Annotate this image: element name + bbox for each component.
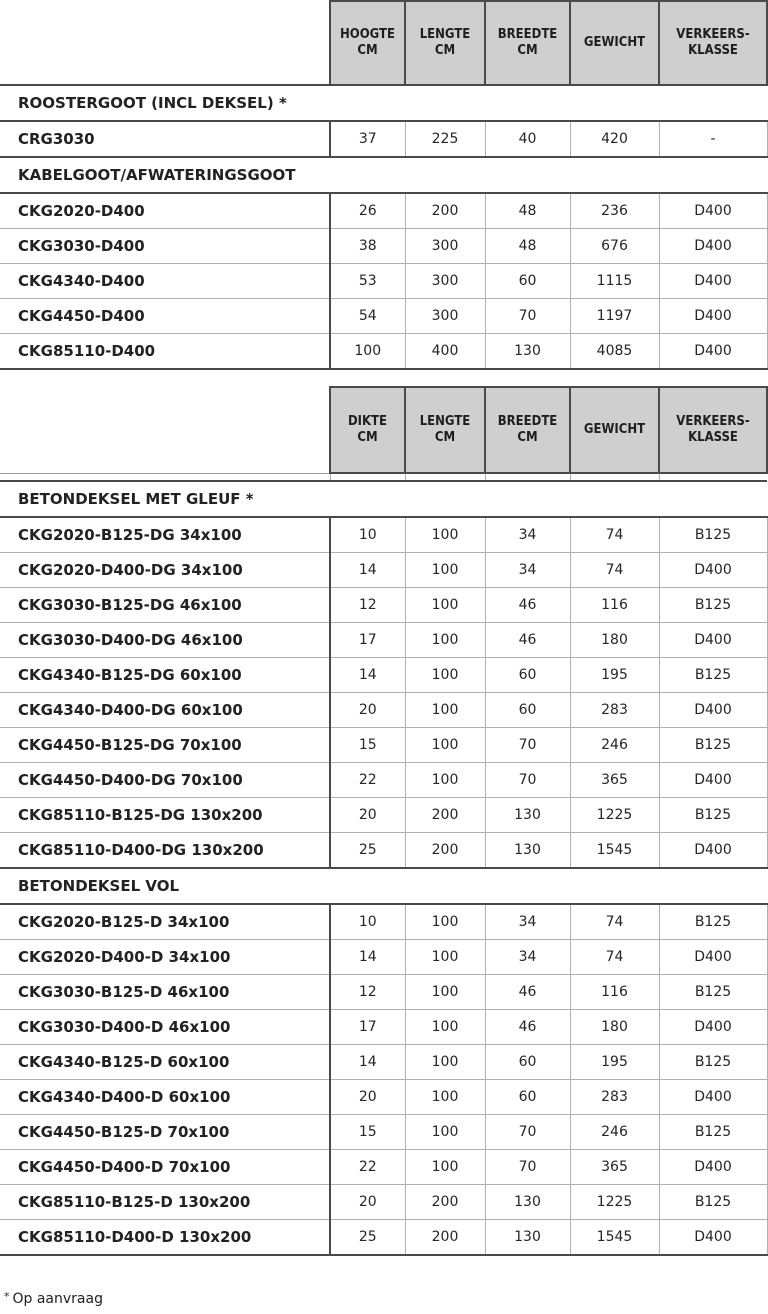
value-cell: 100 — [405, 904, 485, 940]
value-cell: 60 — [485, 1045, 570, 1080]
value-cell: 420 — [570, 121, 659, 157]
column-header-line: GEWICHT — [583, 422, 646, 437]
value-cell: 22 — [330, 763, 405, 798]
value-cell: B125 — [659, 1185, 767, 1220]
value-cell: 130 — [485, 833, 570, 869]
value-cell: 116 — [570, 975, 659, 1010]
table-row — [0, 229, 767, 264]
column-header-line: CM — [357, 43, 378, 58]
table-row — [0, 1185, 767, 1220]
column-header-gewicht — [570, 387, 659, 473]
value-cell: 100 — [405, 588, 485, 623]
value-cell: 70 — [485, 728, 570, 763]
column-header-gewicht — [570, 1, 659, 85]
column-header-breedte — [485, 1, 570, 85]
value-cell: D400 — [659, 833, 767, 869]
header-spacer-row — [0, 473, 767, 481]
value-cell: 12 — [330, 975, 405, 1010]
value-cell: 100 — [405, 1045, 485, 1080]
table-row — [0, 693, 767, 728]
value-cell: D400 — [659, 264, 767, 299]
product-code-cell: CKG2020-B125-D 34x100 — [0, 904, 330, 940]
value-cell: 676 — [570, 229, 659, 264]
value-cell: D400 — [659, 1150, 767, 1185]
product-code-cell: CKG4450-D400-D 70x100 — [0, 1150, 330, 1185]
value-cell: 26 — [330, 193, 405, 229]
value-cell: 300 — [405, 229, 485, 264]
value-cell: 60 — [485, 693, 570, 728]
value-cell: D400 — [659, 299, 767, 334]
value-cell: 236 — [570, 193, 659, 229]
value-cell: 22 — [330, 1150, 405, 1185]
spec-table-covers — [0, 386, 768, 1256]
value-cell: 100 — [405, 1010, 485, 1045]
value-cell: 100 — [405, 693, 485, 728]
column-header-line: KLASSE — [688, 43, 738, 58]
value-cell: D400 — [659, 940, 767, 975]
value-cell: 1115 — [570, 264, 659, 299]
value-cell: 1225 — [570, 798, 659, 833]
value-cell: 100 — [405, 728, 485, 763]
value-cell: 100 — [405, 1080, 485, 1115]
spacer-cell — [485, 473, 570, 481]
value-cell: 100 — [405, 623, 485, 658]
value-cell: 100 — [405, 1115, 485, 1150]
column-header-line: BREEDTE — [497, 414, 558, 429]
product-code-cell: CKG2020-D400-D 34x100 — [0, 940, 330, 975]
value-cell: 46 — [485, 623, 570, 658]
value-cell: 60 — [485, 658, 570, 693]
value-cell: 74 — [570, 517, 659, 553]
value-cell: 246 — [570, 728, 659, 763]
column-header-line: DIKTE — [347, 414, 388, 429]
value-cell: 100 — [405, 975, 485, 1010]
spacer-cell — [570, 473, 659, 481]
product-code-cell: CKG85110-D400 — [0, 334, 330, 370]
product-code-cell: CKG2020-D400-DG 34x100 — [0, 553, 330, 588]
table-row — [0, 763, 767, 798]
spacer-cell — [659, 473, 767, 481]
value-cell: D400 — [659, 334, 767, 370]
value-cell: B125 — [659, 658, 767, 693]
table-header-row — [0, 387, 767, 473]
section-title: BETONDEKSEL MET GLEUF * — [0, 481, 767, 517]
value-cell: 10 — [330, 517, 405, 553]
value-cell: 130 — [485, 1220, 570, 1256]
column-header-lengte — [405, 1, 485, 85]
value-cell: 195 — [570, 1045, 659, 1080]
table-row — [0, 193, 767, 229]
value-cell: B125 — [659, 798, 767, 833]
value-cell: 365 — [570, 1150, 659, 1185]
value-cell: 1197 — [570, 299, 659, 334]
column-header-line: CM — [357, 430, 378, 445]
product-code-cell: CKG4340-B125-D 60x100 — [0, 1045, 330, 1080]
table-row — [0, 1045, 767, 1080]
value-cell: D400 — [659, 623, 767, 658]
table-row — [0, 728, 767, 763]
product-code-cell: CKG85110-B125-DG 130x200 — [0, 798, 330, 833]
value-cell: 130 — [485, 334, 570, 370]
value-cell: 14 — [330, 940, 405, 975]
section-title: ROOSTERGOOT (INCL DEKSEL) * — [0, 85, 767, 121]
value-cell: 46 — [485, 1010, 570, 1045]
footnote-text: Op aanvraag — [12, 1291, 103, 1307]
value-cell: 48 — [485, 229, 570, 264]
value-cell: 300 — [405, 299, 485, 334]
section-row — [0, 868, 767, 904]
value-cell: 37 — [330, 121, 405, 157]
column-header-dikte — [330, 387, 405, 473]
value-cell: 100 — [405, 763, 485, 798]
column-header-line: KLASSE — [688, 430, 738, 445]
column-header-line: CM — [517, 430, 538, 445]
section-row — [0, 481, 767, 517]
value-cell: 10 — [330, 904, 405, 940]
value-cell: 4085 — [570, 334, 659, 370]
value-cell: 116 — [570, 588, 659, 623]
value-cell: B125 — [659, 1045, 767, 1080]
value-cell: 14 — [330, 658, 405, 693]
table-row — [0, 623, 767, 658]
product-code-cell: CKG4340-D400-DG 60x100 — [0, 693, 330, 728]
value-cell: 283 — [570, 693, 659, 728]
value-cell: 25 — [330, 833, 405, 869]
value-cell: 100 — [405, 553, 485, 588]
value-cell: 400 — [405, 334, 485, 370]
table-row — [0, 798, 767, 833]
value-cell: 20 — [330, 1080, 405, 1115]
value-cell: 100 — [330, 334, 405, 370]
value-cell: 48 — [485, 193, 570, 229]
value-cell: 130 — [485, 1185, 570, 1220]
value-cell: 60 — [485, 264, 570, 299]
value-cell: 74 — [570, 904, 659, 940]
product-code-cell: CKG4340-D400-D 60x100 — [0, 1080, 330, 1115]
value-cell: 200 — [405, 1220, 485, 1256]
product-code-cell: CKG4450-D400 — [0, 299, 330, 334]
section-title: BETONDEKSEL VOL — [0, 868, 767, 904]
value-cell: 70 — [485, 299, 570, 334]
table-row — [0, 658, 767, 693]
value-cell: D400 — [659, 1010, 767, 1045]
value-cell: 300 — [405, 264, 485, 299]
value-cell: 1225 — [570, 1185, 659, 1220]
value-cell: 34 — [485, 904, 570, 940]
value-cell: 54 — [330, 299, 405, 334]
product-code-cell: CKG4450-D400-DG 70x100 — [0, 763, 330, 798]
column-header-verkeers — [659, 387, 767, 473]
product-code-cell: CKG3030-D400 — [0, 229, 330, 264]
value-cell: 17 — [330, 1010, 405, 1045]
value-cell: 70 — [485, 1115, 570, 1150]
column-header-line: CM — [434, 430, 456, 445]
column-header-breedte — [485, 387, 570, 473]
value-cell: 100 — [405, 940, 485, 975]
table-row — [0, 299, 767, 334]
value-cell: 20 — [330, 693, 405, 728]
value-cell: 12 — [330, 588, 405, 623]
value-cell: 17 — [330, 623, 405, 658]
value-cell: 25 — [330, 1220, 405, 1256]
value-cell: 70 — [485, 1150, 570, 1185]
value-cell: 14 — [330, 553, 405, 588]
value-cell: 20 — [330, 798, 405, 833]
column-header-line: HOOGTE — [339, 27, 395, 42]
value-cell: D400 — [659, 693, 767, 728]
table-row — [0, 940, 767, 975]
value-cell: 180 — [570, 623, 659, 658]
column-header-line: GEWICHT — [583, 35, 646, 50]
value-cell: 200 — [405, 833, 485, 869]
value-cell: 60 — [485, 1080, 570, 1115]
product-code-cell: CKG85110-B125-D 130x200 — [0, 1185, 330, 1220]
spec-table-gutters — [0, 0, 768, 370]
section-row — [0, 157, 767, 193]
value-cell: 34 — [485, 517, 570, 553]
table-row — [0, 975, 767, 1010]
table-header-row — [0, 1, 767, 85]
section-row — [0, 85, 767, 121]
value-cell: 34 — [485, 940, 570, 975]
column-header-line: CM — [434, 43, 456, 58]
value-cell: B125 — [659, 904, 767, 940]
product-code-cell: CKG2020-D400 — [0, 193, 330, 229]
product-code-cell: CKG2020-B125-DG 34x100 — [0, 517, 330, 553]
value-cell: B125 — [659, 1115, 767, 1150]
spacer-cell — [405, 473, 485, 481]
column-header-lengte — [405, 387, 485, 473]
value-cell: 15 — [330, 1115, 405, 1150]
product-code-cell: CKG4340-B125-DG 60x100 — [0, 658, 330, 693]
value-cell: 38 — [330, 229, 405, 264]
value-cell: B125 — [659, 975, 767, 1010]
product-code-cell: CKG3030-B125-DG 46x100 — [0, 588, 330, 623]
product-code-cell: CKG3030-B125-D 46x100 — [0, 975, 330, 1010]
value-cell: 225 — [405, 121, 485, 157]
column-header-line: VERKEERS- — [676, 27, 750, 42]
table-row — [0, 334, 767, 370]
table-row — [0, 1220, 767, 1256]
value-cell: 200 — [405, 193, 485, 229]
value-cell: 100 — [405, 658, 485, 693]
header-empty-cell — [0, 387, 330, 473]
value-cell: 246 — [570, 1115, 659, 1150]
table-row — [0, 553, 767, 588]
value-cell: 195 — [570, 658, 659, 693]
spacer-cell — [330, 473, 405, 481]
product-code-cell: CKG4340-D400 — [0, 264, 330, 299]
product-code-cell: CKG3030-D400-D 46x100 — [0, 1010, 330, 1045]
value-cell: 34 — [485, 553, 570, 588]
value-cell: D400 — [659, 1080, 767, 1115]
table-row — [0, 1010, 767, 1045]
value-cell: D400 — [659, 193, 767, 229]
value-cell: 1545 — [570, 833, 659, 869]
table-row — [0, 121, 767, 157]
value-cell: 1545 — [570, 1220, 659, 1256]
value-cell: 100 — [405, 1150, 485, 1185]
column-header-line: VERKEERS- — [676, 414, 750, 429]
value-cell: 74 — [570, 553, 659, 588]
column-header-line: CM — [517, 43, 538, 58]
value-cell: - — [659, 121, 767, 157]
column-header-hoogte — [330, 1, 405, 85]
value-cell: 53 — [330, 264, 405, 299]
value-cell: 283 — [570, 1080, 659, 1115]
product-code-cell: CKG4450-B125-D 70x100 — [0, 1115, 330, 1150]
value-cell: D400 — [659, 763, 767, 798]
value-cell: 20 — [330, 1185, 405, 1220]
value-cell: 200 — [405, 1185, 485, 1220]
product-code-cell: CKG3030-D400-DG 46x100 — [0, 623, 330, 658]
value-cell: D400 — [659, 229, 767, 264]
product-code-cell: CKG85110-D400-D 130x200 — [0, 1220, 330, 1256]
value-cell: D400 — [659, 553, 767, 588]
value-cell: 200 — [405, 798, 485, 833]
value-cell: 46 — [485, 975, 570, 1010]
table-row — [0, 517, 767, 553]
spacer-cell — [0, 473, 330, 481]
value-cell: 40 — [485, 121, 570, 157]
table-row — [0, 588, 767, 623]
table-row — [0, 1150, 767, 1185]
value-cell: 130 — [485, 798, 570, 833]
value-cell: D400 — [659, 1220, 767, 1256]
value-cell: 180 — [570, 1010, 659, 1045]
column-header-line: LENGTE — [419, 414, 471, 429]
table-row — [0, 1080, 767, 1115]
table-row — [0, 1115, 767, 1150]
column-header-verkeers — [659, 1, 767, 85]
product-code-cell: CKG4450-B125-DG 70x100 — [0, 728, 330, 763]
table-row — [0, 264, 767, 299]
table-row — [0, 833, 767, 869]
product-code-cell: CKG85110-D400-DG 130x200 — [0, 833, 330, 869]
value-cell: B125 — [659, 728, 767, 763]
value-cell: B125 — [659, 588, 767, 623]
value-cell: 46 — [485, 588, 570, 623]
column-header-line: LENGTE — [419, 27, 471, 42]
value-cell: 14 — [330, 1045, 405, 1080]
product-code-cell: CRG3030 — [0, 121, 330, 157]
value-cell: 70 — [485, 763, 570, 798]
table-row — [0, 904, 767, 940]
footnote — [4, 1290, 103, 1307]
value-cell: 15 — [330, 728, 405, 763]
value-cell: 100 — [405, 517, 485, 553]
header-empty-cell — [0, 1, 330, 85]
value-cell: 74 — [570, 940, 659, 975]
section-title: KABELGOOT/AFWATERINGSGOOT — [0, 157, 767, 193]
column-header-line: BREEDTE — [497, 27, 558, 42]
value-cell: B125 — [659, 517, 767, 553]
value-cell: 365 — [570, 763, 659, 798]
footnote-marker: * — [4, 1290, 10, 1303]
